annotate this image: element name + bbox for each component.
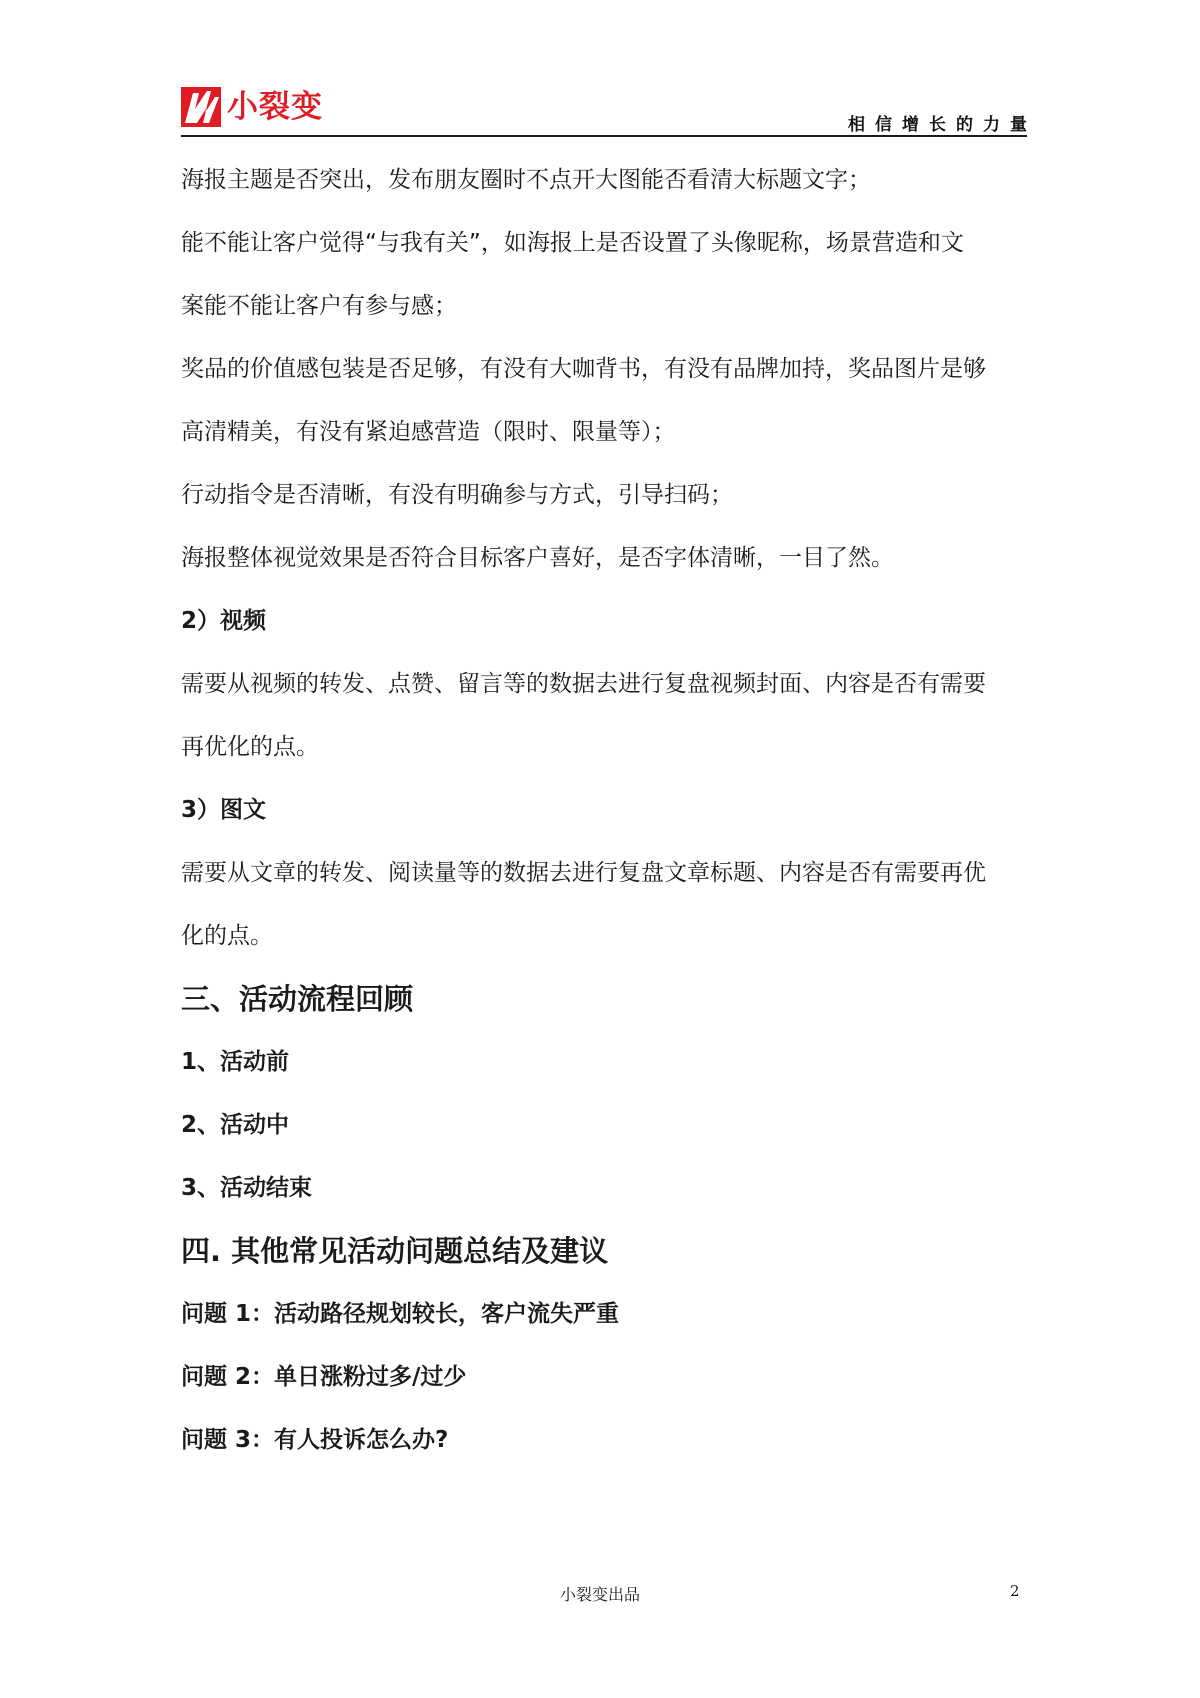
paragraph: 海报整体视觉效果是否符合目标客户喜好，是否字体清晰，一目了然。	[181, 545, 894, 571]
paragraph: 奖品的价值感包装是否足够，有没有大咖背书，有没有品牌加持，奖品图片是够	[181, 356, 986, 382]
issue-item: 问题 3：有人投诉怎么办?	[181, 1427, 449, 1453]
paragraph: 能不能让客户觉得“与我有关”，如海报上是否设置了头像昵称，场景营造和文	[181, 230, 964, 256]
subheading-article: 3）图文	[181, 797, 267, 823]
section-title-issues: 四. 其他常见活动问题总结及建议	[181, 1234, 609, 1268]
flow-item: 1、活动前	[181, 1049, 290, 1075]
slogan: 相信增长的力量	[848, 115, 1037, 135]
subheading-video: 2）视频	[181, 608, 267, 634]
paragraph: 需要从视频的转发、点赞、留言等的数据去进行复盘视频封面、内容是否有需要	[181, 671, 986, 697]
paragraph: 高清精美，有没有紧迫感营造（限时、限量等）；	[181, 419, 676, 445]
issue-item: 问题 1：活动路径规划较长，客户流失严重	[181, 1301, 620, 1327]
paragraph: 化的点。	[181, 923, 273, 949]
paragraph: 再优化的点。	[181, 734, 319, 760]
logo-text: 小裂变	[227, 89, 323, 125]
footer-label: 小裂变出品	[559, 1585, 640, 1604]
paragraph: 需要从文章的转发、阅读量等的数据去进行复盘文章标题、内容是否有需要再优	[181, 860, 986, 886]
brand-logo	[181, 86, 323, 128]
document-body	[181, 149, 1027, 1472]
header-divider	[181, 135, 1027, 137]
logo-icon	[181, 87, 221, 127]
issue-item: 问题 2：单日涨粉过多/过少	[181, 1364, 467, 1390]
paragraph: 行动指令是否清晰，有没有明确参与方式，引导扫码；	[181, 482, 733, 508]
page-header	[181, 86, 1037, 136]
paragraph: 案能不能让客户有参与感；	[181, 293, 457, 319]
flow-item: 2、活动中	[181, 1112, 290, 1138]
flow-item: 3、活动结束	[181, 1175, 313, 1201]
page-number: 2	[1010, 1582, 1020, 1600]
paragraph: 海报主题是否突出，发布朋友圈时不点开大图能否看清大标题文字；	[181, 167, 871, 193]
section-title-review: 三、活动流程回顾	[181, 982, 414, 1016]
